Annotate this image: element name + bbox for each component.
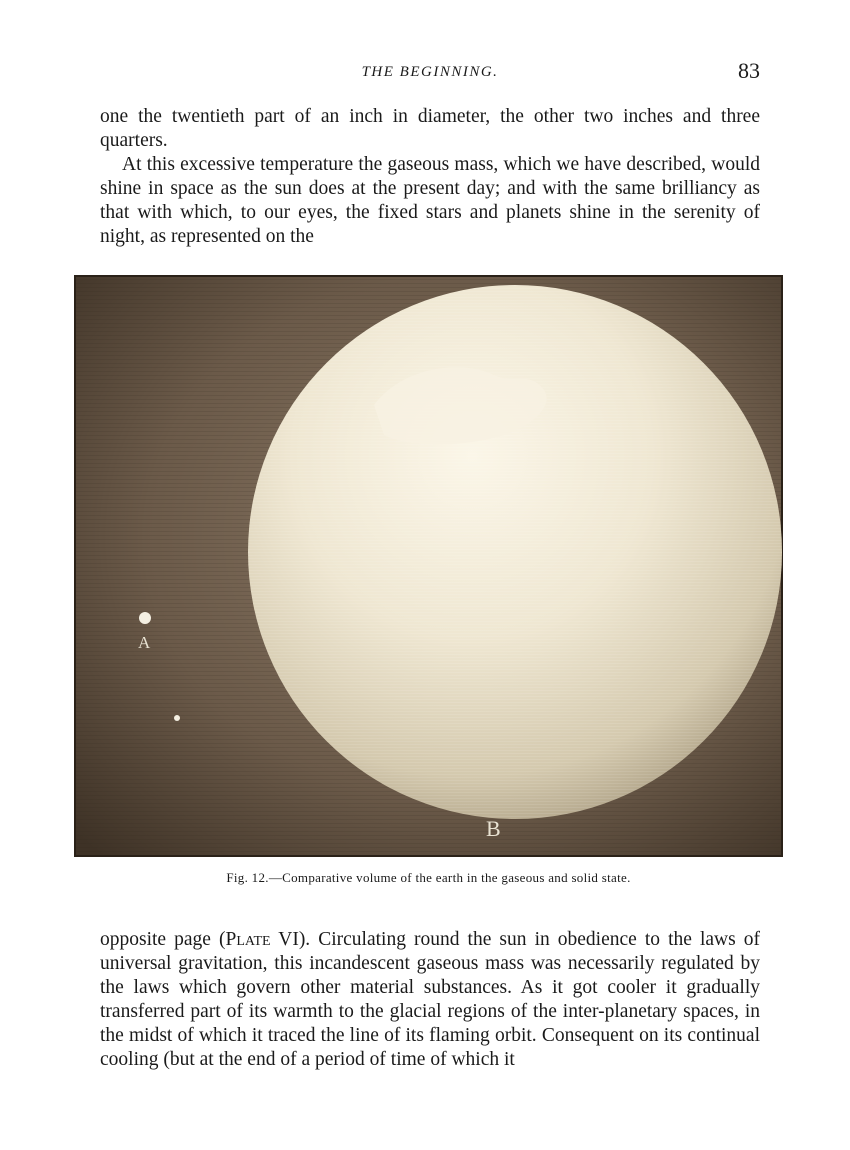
paragraph-temperature: At this excessive temperature the gaseous mass, which we have described, would shine in space as the sun does at the present day; and with the same brilliancy as that with which, to our eyes, the fixed stars and planets shine in the serenity of night, as represented on the <box>100 154 760 247</box>
top-text <box>100 105 760 249</box>
paragraph-continuation: one the twentieth part of an inch in diameter, the other two inches and three quarters. <box>100 106 760 151</box>
engraving-illustration <box>74 275 783 857</box>
page-header <box>100 58 760 88</box>
sphere-texture <box>248 285 782 819</box>
solid-earth-dot <box>139 612 151 624</box>
label-a: A <box>138 633 151 652</box>
text-lead: opposite page ( <box>100 929 226 950</box>
label-b: B <box>486 816 501 841</box>
plate-word: Plate <box>225 929 271 950</box>
caption-prefix: Fig. 12. <box>226 870 269 885</box>
plate-number: VI). <box>270 929 311 950</box>
bottom-text <box>100 928 760 1072</box>
figure-caption <box>74 870 783 886</box>
figure-engraving <box>74 275 783 857</box>
text-rest: Circulating round the sun in obedience to the laws of universal gravitation, this incandescent gaseous mass was necessarily regulated by the laws which govern other material substances. As it got cooler it gradually transferred part of its warmth to the glacial regions of the inter-planetary spaces, in the midst of which it traced the line of its flaming orbit. Consequent on its continual cooling (but at the end of a period of time of which it <box>100 929 760 1070</box>
page-number: 83 <box>738 58 760 83</box>
small-dot <box>174 715 180 721</box>
running-title: THE BEGINNING. <box>361 64 499 80</box>
caption-text: —Comparative volume of the earth in the gaseous and solid state. <box>268 870 631 885</box>
